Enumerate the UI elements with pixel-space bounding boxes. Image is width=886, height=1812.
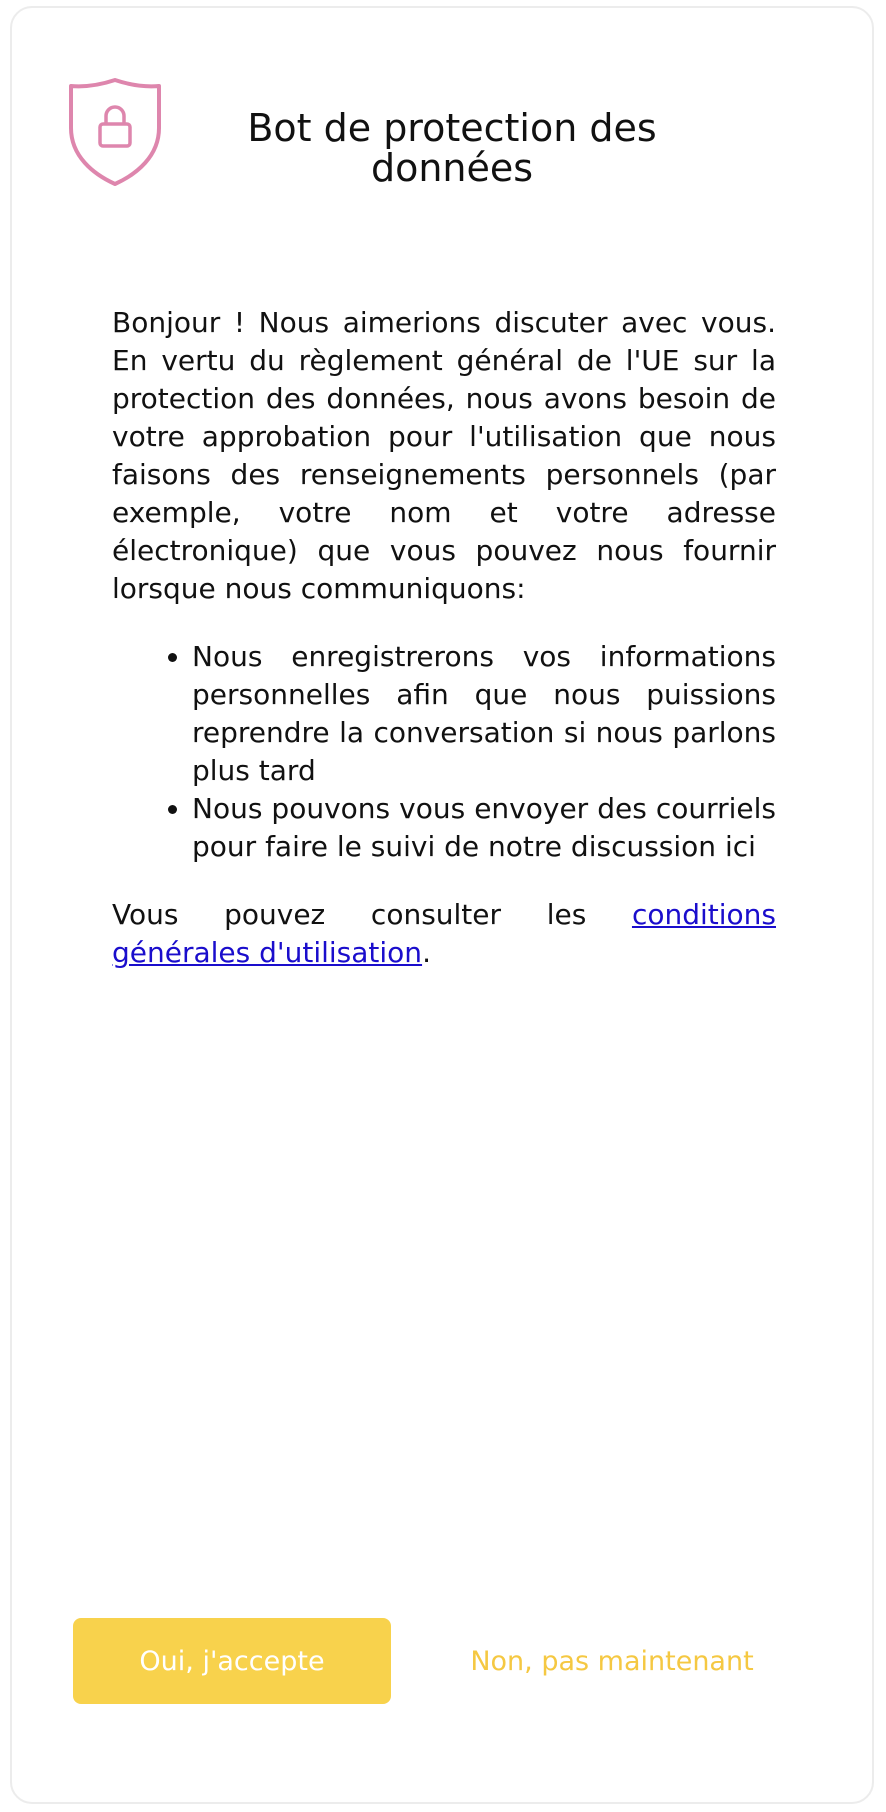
consent-text: [112, 304, 776, 972]
decline-button[interactable]: Non, pas maintenant: [442, 1618, 782, 1704]
page-title: Bot de protection des données: [247, 106, 657, 190]
shield-lock-icon: [67, 76, 163, 188]
list-item: • Nous enregistrerons vos informations personnelles afin que nous puissions reprendre la conversation si nous parlons plus tard: [192, 638, 776, 790]
terms-suffix: .: [422, 936, 431, 969]
list-item: • Nous pouvons vous envoyer des courriels pour faire le suivi de notre discussion ici: [192, 790, 776, 866]
consent-bullet-list: [112, 638, 776, 866]
terms-prefix: Vous pouvez consulter les: [112, 898, 632, 931]
terms-link[interactable]: conditions générales d'utilisation: [112, 898, 776, 969]
terms-paragraph: [112, 896, 776, 972]
intro-paragraph: Bonjour ! Nous aimerions discuter avec vous. En vertu du règlement général de l'UE sur la protection des données, nous avons besoin de votre approbation pour l'utilisation que nous faisons des renseignements personnels (par exemple, votre nom et votre adresse électronique) que vous pouvez nous fournir lorsque nous communiquons:: [112, 306, 776, 605]
accept-button[interactable]: Oui, j'accepte: [73, 1618, 391, 1704]
consent-card: [10, 6, 874, 1804]
